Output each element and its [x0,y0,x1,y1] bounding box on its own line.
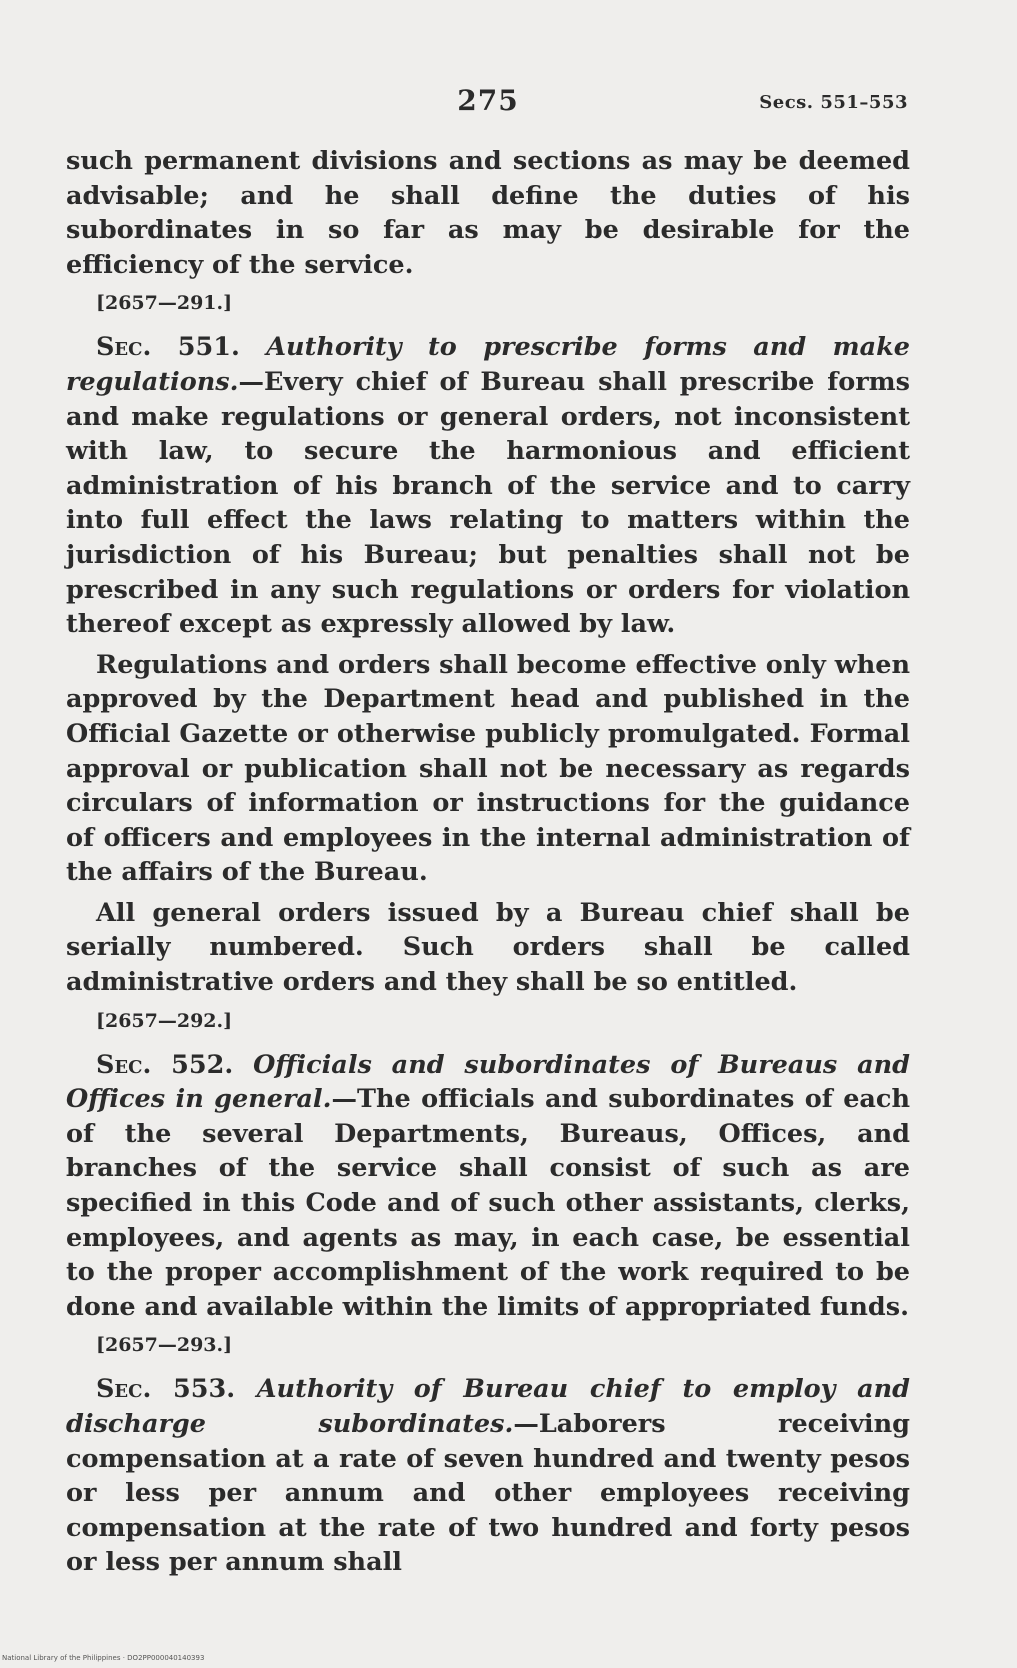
regulations-paragraph: Regulations and orders shall become effective only when approved by the Department head and published in the Official Gazette or otherwise publicly promulgated. Formal approval or publication shall not be necessary as regards circulars of information or instructions for the guidance of officers and employees in the internal administration of the affairs of the Bureau. [66,649,910,888]
continued-paragraph: such permanent divisions and sections as may be deemed advisable; and he shall define the duties of his subordinates in so far as may be desirable for the efficiency of the service. [66,146,910,280]
page-number: 275 [457,84,519,117]
section-551-heading: Authority to prescribe forms and make regulations. [66,332,910,397]
section-553 [66,1372,910,1580]
citation-2657-291: [2657—291.] [96,292,233,315]
page-body [66,144,910,1586]
section-553-heading: Authority of Bureau chief to employ and discharge subordinates. [66,1374,910,1439]
citation-2657-293: [2657—293.] [96,1334,233,1357]
section-552-heading: Officials and subordinates of Bureaus and Offices in general. [66,1049,910,1115]
section-551 [66,330,910,641]
section-553-text: —Laborers receiving compensation at a rate of seven hundred and twenty pesos or less per annum and other employees receiving compensation at the rate of two hundred and forty pesos or less per annum shall [66,1409,910,1578]
section-552-text: —The officials and subordinates of each of the several Departments, Bureaus, Offices, and branches of the service shall consist of such as are specified in this Code and of such other assistants, clerks, employees, and agents as may, in each case, be essential to the proper accomplishment of the work required to be done and available within the limits of appropriated funds. [66,1084,911,1322]
section-553-label: Sec. 553. [96,1374,236,1405]
general-orders-paragraph: All general orders issued by a Bureau chief shall be serially numbered. Such orders shall be called administrative orders and they shall be so entitled. [66,897,910,998]
section-552 [66,1048,910,1325]
section-551-text: —Every chief of Bureau shall prescribe forms and make regulations or general orders, not inconsistent with law, to secure the harmonious and efficient administration of his branch of the service and to carry into full effect the laws relating to matters within the jurisdiction of his Bureau; but penalties shall not be prescribed in any such regulations or orders for violation thereof except as expressly allowed by law. [66,366,910,640]
citation-2657-292: [2657—292.] [96,1009,233,1032]
section-552-label: Sec. 552. [96,1049,234,1080]
section-551-label: Sec. 551. [96,332,240,363]
running-head: Secs. 551–553 [759,92,908,113]
library-footer: National Library of the Philippines · DO2PP000040140393 [2,1654,205,1662]
page-header [68,84,908,124]
